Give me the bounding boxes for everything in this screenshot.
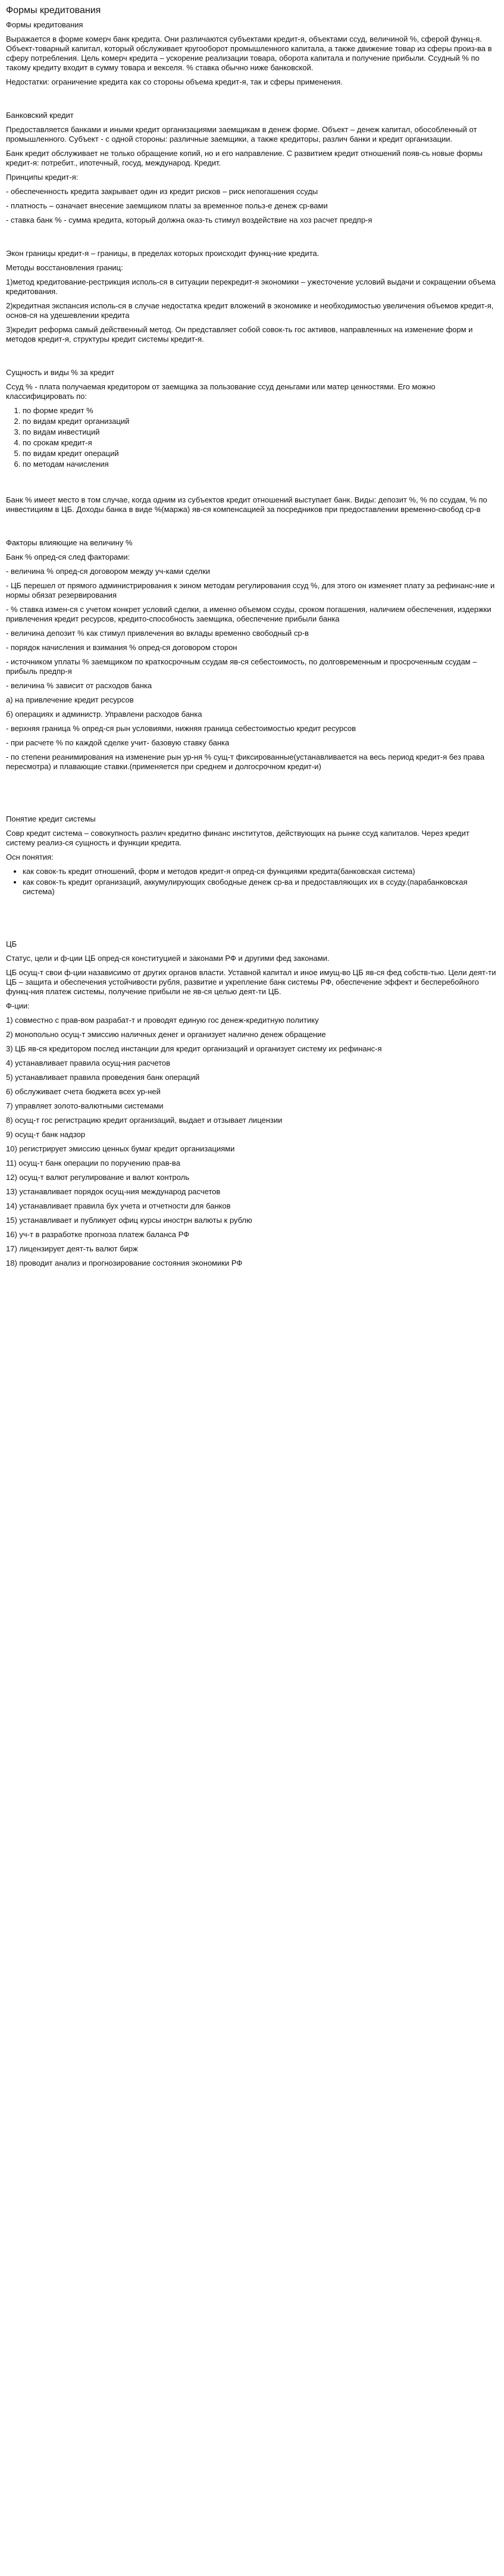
section-heading: Понятие кредит системы	[6, 814, 96, 823]
paragraph: - по степени реанимирования на изменение рын ур-ня % сущ-т фиксированные(устанавливается на весь период кредит-я без права пересмотра) и плавающие ставки.(применяется при среднем и долгосрочном кредит-и)	[6, 752, 485, 771]
paragraph: Банк % опред-ся след факторами:	[6, 552, 130, 561]
paragraph: 1)метод кредитование-рестрикция исполь-ся в ситуации перекредит-я экономики – ужесточение условий выдачи и сокращении объема кредитования.	[6, 277, 496, 296]
paragraph: а) на привлечение кредит ресурсов	[6, 695, 134, 704]
paragraph: - ставка банк % - сумма кредита, который должна оказ-ть стимул воздействие на хоз расчет предпр-я	[6, 216, 372, 224]
paragraph: - платность – означает внесение заемщиком платы за временное польз-е денеж ср-вами	[6, 201, 328, 210]
paragraph: Предоставляется банками и иными кредит организациями заемщикам в денеж форме. Объект – денеж капитал, обособленный от промышленного. Субъект - с одной стороны: различные заемщики, а также кредиторы, различ банки и кредит организации.	[6, 125, 477, 143]
paragraph: Статус, цели и ф-ции ЦБ опред-ся конституцией и законами РФ и другими фед законами.	[6, 954, 330, 963]
paragraph: - при расчете % по каждой сделке учит- базовую ставку банка	[6, 738, 230, 747]
section-central-bank	[6, 939, 498, 1268]
function-item: 4) устанавливает правила осущ-ния расчетов	[6, 1058, 171, 1067]
section-credit-boundaries	[6, 249, 498, 344]
function-item: 8) осущ-т гос регистрацию кредит организаций, выдает и отзывает лицензии	[6, 1116, 283, 1125]
list-item: 5. по видам кредит операций	[23, 449, 498, 458]
function-item: 15) устанавливает и публикует офиц курсы инострн валюты к рублю	[6, 1216, 252, 1225]
paragraph: - обеспеченность кредита закрывает один из кредит рисков – риск непогашения ссуды	[6, 187, 318, 196]
paragraph: Банк % имеет место в том случае, когда одним из субъектов кредит отношений выступает банк. Виды: депозит %, % по ссудам, % по инвестициям в ЦБ. Доходы банка в виде %(маржа) яв-ся компенсацией за посредников при предоставлении временно-свобод ср-в	[6, 495, 487, 514]
paragraph: Методы восстановления границ:	[6, 263, 123, 272]
paragraph: Совр кредит система – совокупность различ кредитно финанс институтов, действующих на рынке ссуд капиталов. Через кредит систему реализ-ся сущность и функции кредита.	[6, 829, 469, 847]
paragraph: - % ставка измен-ся с учетом конкрет условий сделки, а именно объемом ссуды, сроком погашения, наличием обеспечения, издержки привлечения кредит ресурсов, кредито-способность заемщика, обеспечение прибыли банка	[6, 605, 492, 623]
function-item: 5) устанавливает правила проведения банк операций	[6, 1073, 200, 1082]
paragraph: Банк кредит обслуживает не только обращение копий, но и его направление. С развитием кредит отношений появ-сь новые формы кредит-я: потребит., ипотечный, госуд, международ. Кредит.	[6, 149, 483, 167]
paragraph: Ссуд % - плата получаемая кредитором от заемщика за пользование ссуд деньгами или матер ценностями. Его можно классифицировать по:	[6, 382, 436, 401]
section-heading: Формы кредитования	[6, 20, 83, 29]
paragraph: - источником уплаты % заемщиком по краткосрочным ссудам яв-ся себестоимость, по долговременным и просроченным ссудам – прибыль предпр-я	[6, 657, 477, 676]
credit-system-concepts-list	[6, 867, 498, 897]
section-heading: Факторы влияющие на величину %	[6, 538, 133, 547]
paragraph: Принципы кредит-я:	[6, 173, 79, 182]
function-item: 9) осущ-т банк надзор	[6, 1130, 86, 1139]
list-item: 6. по методам начисления	[23, 460, 498, 469]
function-item: 3) ЦБ яв-ся кредитором послед инстанции для кредит организаций и организует систему их рефинанс-я	[6, 1044, 382, 1053]
function-item: 6) обслуживает счета бюджета всех ур-ней	[6, 1087, 161, 1096]
paragraph: б) операциях и администр. Управлени расходов банка	[6, 710, 202, 719]
function-item: 10) регистрирует эмиссию ценных бумаг кредит организациями	[6, 1144, 235, 1153]
paragraph: Экон границы кредит-я – границы, в пределах которых происходит функц-ние кредита.	[6, 249, 320, 258]
section-interest-factors	[6, 538, 498, 772]
interest-classification-list	[6, 406, 498, 469]
paragraph: - величина депозит % как стимул привлечения во вклады временно свободный ср-в	[6, 629, 309, 638]
function-item: 1) совместно с прав-вом разрабат-т и проводят единую гос денеж-кредитную политику	[6, 1016, 319, 1025]
function-item: 17) лицензирует деят-ть валют бирж	[6, 1244, 138, 1253]
section-bank-credit	[6, 111, 498, 225]
function-item: 13) устанавливает порядок осущ-ния международ расчетов	[6, 1187, 221, 1196]
function-item: 2) монопольно осущ-т эмиссию наличных денег и организует налично денеж обращение	[6, 1030, 326, 1039]
paragraph: Ф-ции:	[6, 1001, 30, 1010]
paragraph: 3)кредит реформа самый действенный метод. Он представляет собой совок-ть гос активов, направленных на изменение форм и методов кредит-я, структуры кредит системы кредит-я.	[6, 325, 473, 344]
paragraph: - порядок начисления и взимания % опред-ся договором сторон	[6, 643, 237, 652]
paragraph: - ЦБ перешел от прямого администрирования к эином методам регулирования ссуд %, для этого он изменяет плату за рефинанс-ние и нормы обязат резервирования	[6, 581, 495, 599]
section-heading: Банковский кредит	[6, 111, 74, 120]
document	[0, 0, 504, 1285]
list-item: • как совок-ть кредит отношений, форм и методов кредит-я опред-ся функциями кредита(банковская система)	[23, 867, 498, 876]
function-item: 18) проводит анализ и прогнозирование состояния экономики РФ	[6, 1259, 243, 1267]
function-item: 14) устанавливает правила бух учета и отчетности для банков	[6, 1201, 231, 1210]
function-item: 11) осущ-т банк операции по поручению прав-ва	[6, 1159, 180, 1167]
section-interest-types	[6, 368, 498, 514]
paragraph: - величина % опред-ся договором между уч-ками сделки	[6, 567, 211, 576]
section-credit-system	[6, 814, 498, 897]
paragraph: Выражается в форме комерч банк кредита. Они различаются субъектами кредит-я, объектами ссуд, величиной %, сферой функц-я. Объект-товарный капитал, который обслуживает кругооборот промышленного капитала, а также движение товар из сферы произ-ва в сферу потребления. Цель комерч кредита – ускорение реализации товара, оборота капитала и получение прибыли. Ссудный % по такому кредиту входит в сумму товара и векселя. % ставка обычно ниже банковской.	[6, 35, 492, 72]
function-item: 12) осущ-т валют регулирование и валют контроль	[6, 1173, 190, 1182]
list-item: 3. по видам инвестиций	[23, 427, 498, 437]
list-item: 1. по форме кредит %	[23, 406, 498, 416]
section-heading: Сущность и виды % за кредит	[6, 368, 115, 377]
paragraph: - верхняя граница % опред-ся рын условиями, нижняя граница себестоимостью кредит ресурсов	[6, 724, 356, 733]
paragraph: 2)кредитная экспансия исполь-ся в случае недостатка кредит вложений в экономике и необходимостью увеличения объемов кредит-я, основ-ся на удешевлении кредита	[6, 301, 494, 320]
function-item: 7) управляет золото-валютными системами	[6, 1101, 164, 1110]
paragraph: - величина % зависит от расходов банка	[6, 681, 152, 690]
section-forms	[6, 20, 498, 87]
paragraph: Недостатки: ограничение кредита как со стороны объема кредит-я, так и сферы применения.	[6, 77, 343, 86]
list-item: • как совок-ть кредит организаций, аккумулирующих свободные денеж ср-ва и предоставляющих их в ссуду.(парабанковская система)	[23, 878, 498, 897]
paragraph: Осн понятия:	[6, 853, 54, 861]
list-item: 4. по срокам кредит-я	[23, 438, 498, 448]
function-item: 16) уч-т в разработке прогноза платеж баланса РФ	[6, 1230, 190, 1239]
section-heading: ЦБ	[6, 939, 17, 948]
paragraph: ЦБ осущ-т свои ф-ции назависимо от других органов власти. Уставной капитал и иное имущ-во ЦБ яв-ся фед собств-тью. Цели деят-ти ЦБ – защита и обеспечения устойчивости рубля, развитие и укрепление банк системы РФ, обеспечение эффект и бесперебойного функц-ния платеж системы, получение прибыли не яв-ся целью деят-ти ЦБ.	[6, 968, 496, 996]
list-item: 2. по видам кредит организаций	[23, 417, 498, 426]
page-title: Формы кредитования	[6, 5, 101, 15]
